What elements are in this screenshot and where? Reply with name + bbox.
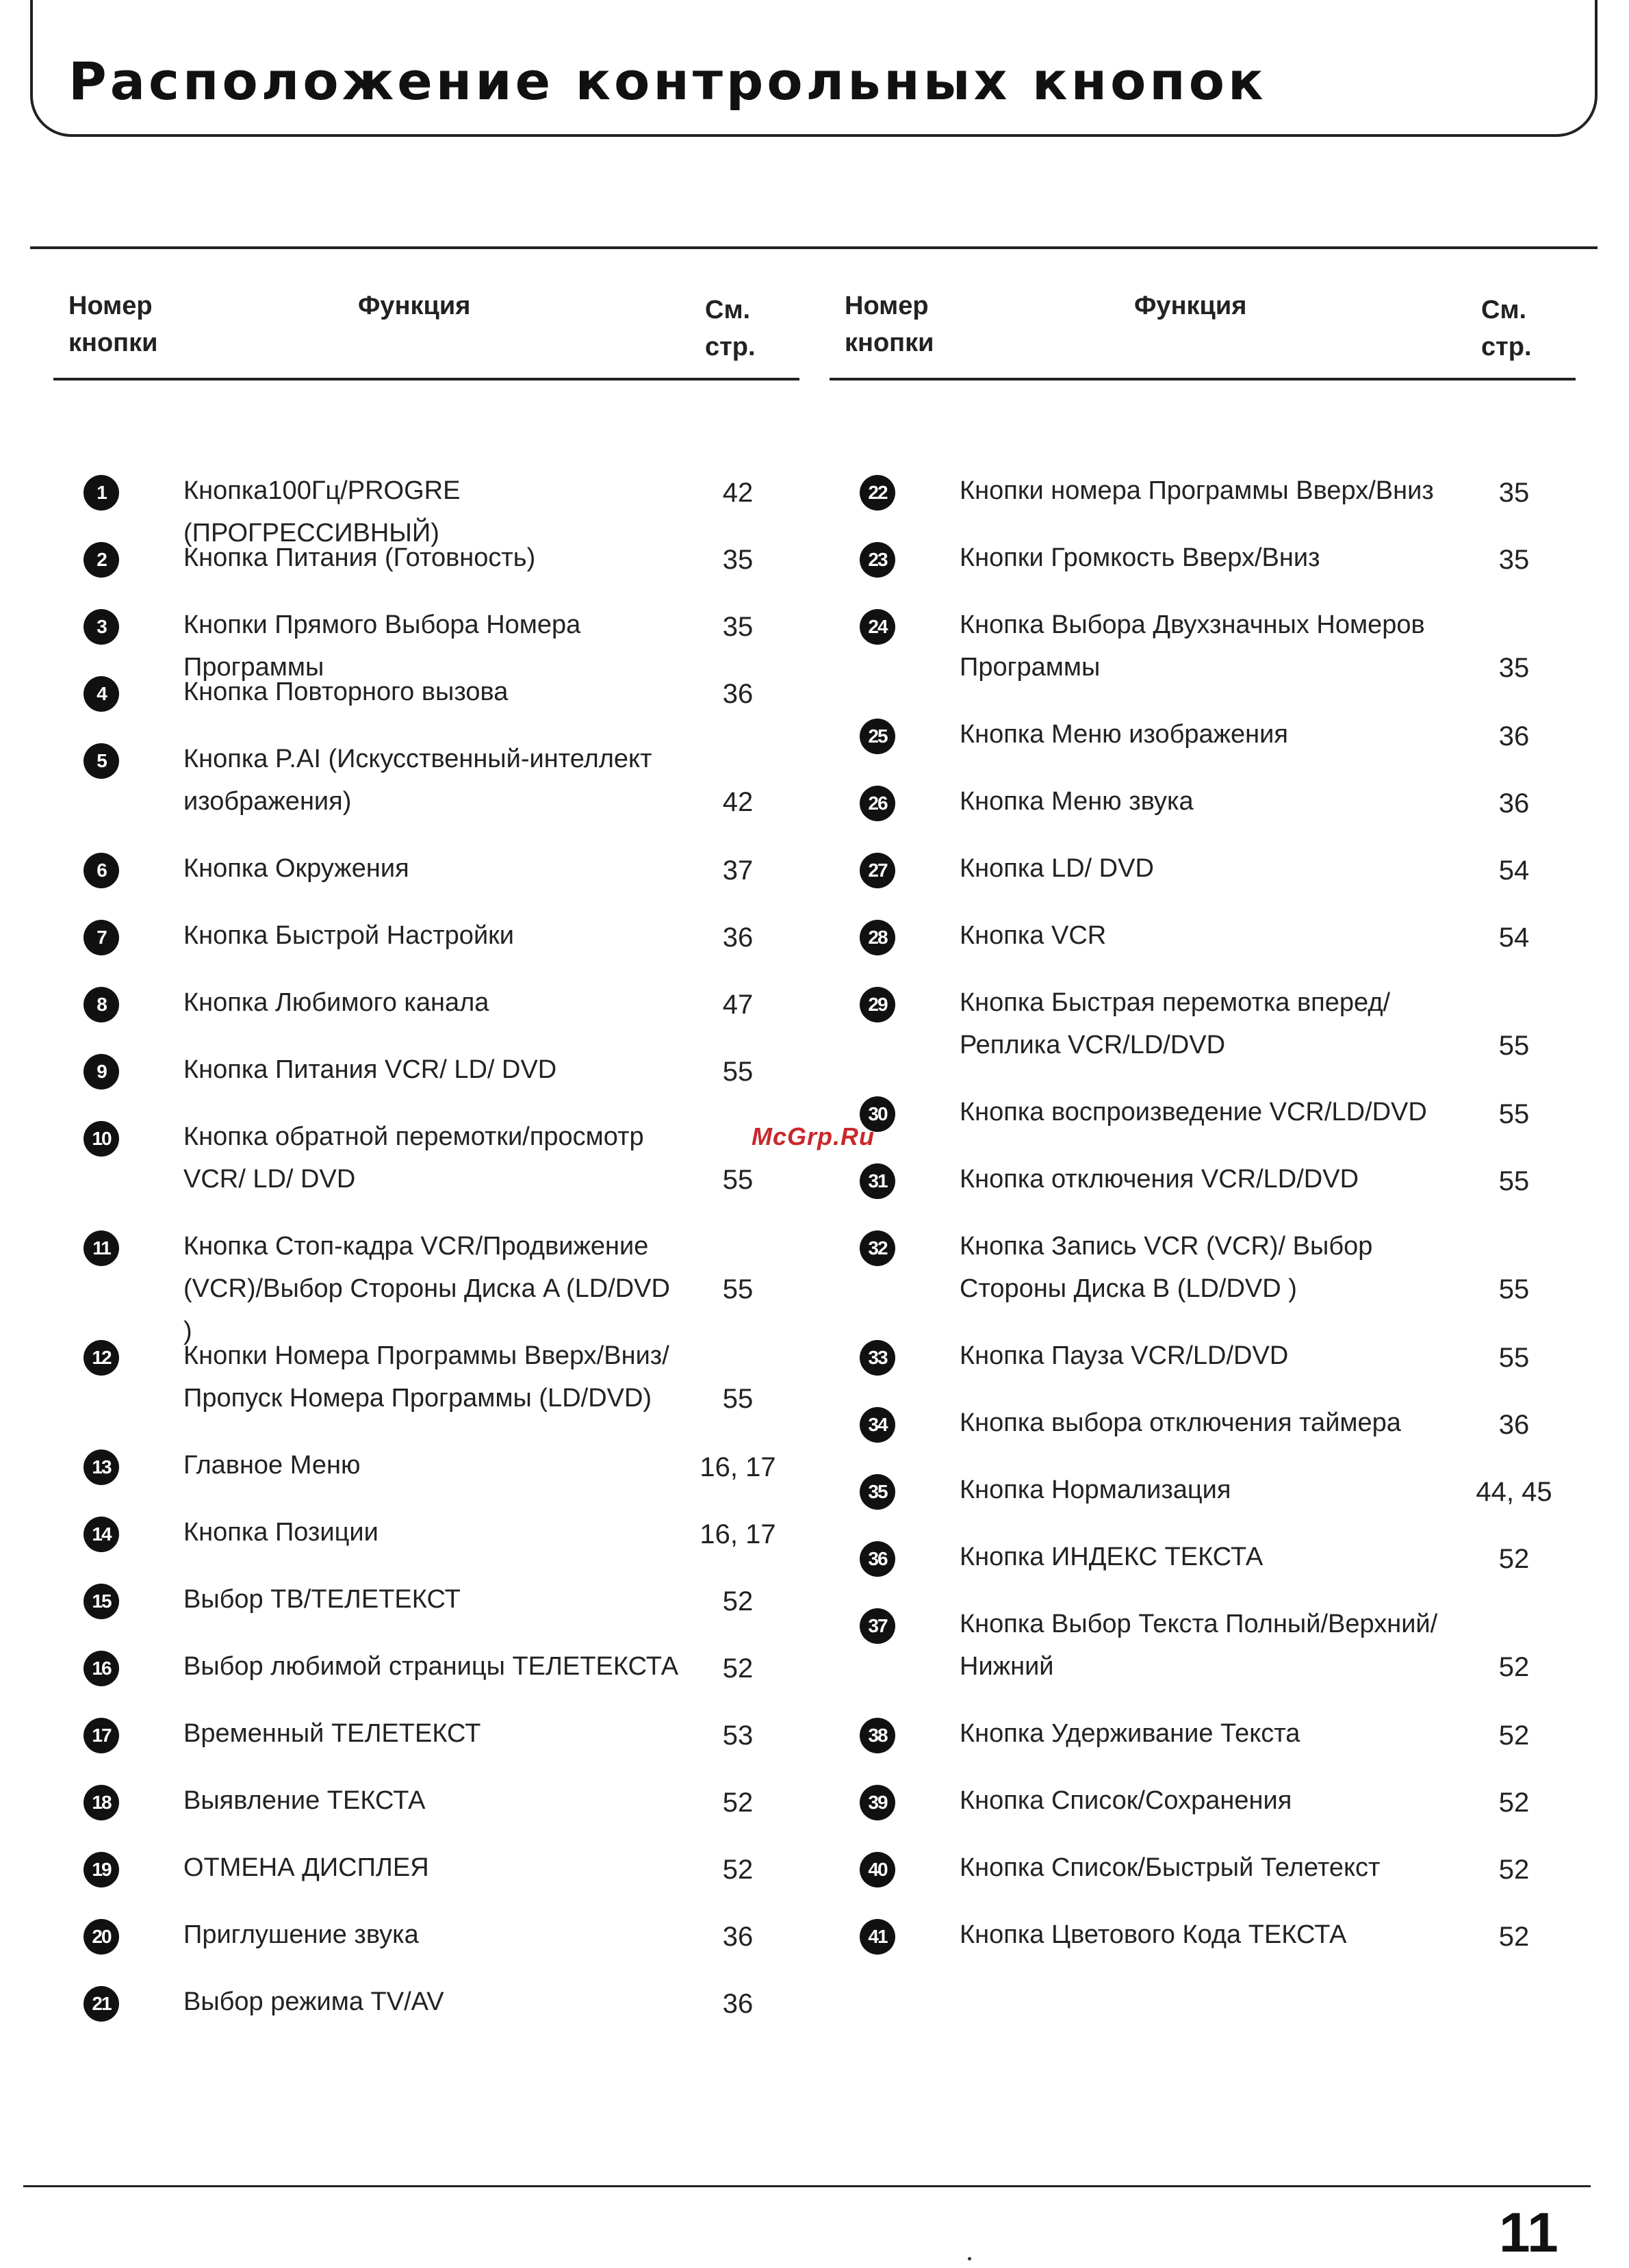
- page-ref: 35: [722, 545, 754, 575]
- button-number-badge: 8: [84, 987, 119, 1022]
- function-text: Главное Меню: [183, 1451, 361, 1480]
- function-text: Кнопка воспроизведение VCR/LD/DVD: [960, 1098, 1427, 1126]
- page-ref: 35: [1498, 478, 1530, 508]
- function-text: Кнопка отключения VCR/LD/DVD: [960, 1165, 1359, 1194]
- button-number-badge: 30: [860, 1096, 895, 1132]
- button-number-badge: 26: [860, 786, 895, 821]
- button-number-badge: 23: [860, 542, 895, 578]
- function-text: Кнопка Удерживание Текста: [960, 1719, 1300, 1748]
- left-table: [53, 274, 799, 2019]
- page-ref: 36: [722, 1989, 754, 2019]
- page-ref: 36: [722, 679, 754, 709]
- page-ref: 52: [722, 1653, 754, 1684]
- button-number-badge: 32: [860, 1230, 895, 1266]
- page-ref: 52: [722, 1586, 754, 1616]
- button-number-badge: 3: [84, 609, 119, 645]
- function-text: Кнопка Позиции: [183, 1518, 379, 1547]
- page-ref: 52: [1498, 1721, 1530, 1751]
- page-ref: 52: [1498, 1544, 1530, 1574]
- button-number-badge: 5: [84, 743, 119, 779]
- function-text: Кнопка Пауза VCR/LD/DVD: [960, 1341, 1289, 1370]
- page-ref: 55: [1498, 1031, 1530, 1061]
- right-table: [830, 274, 1576, 1952]
- function-text: Кнопка Окружения: [183, 854, 409, 883]
- page-ref: 36: [722, 1922, 754, 1952]
- function-text: Кнопки Громкость Вверх/Вниз: [960, 543, 1320, 572]
- page-ref: 55: [722, 1057, 754, 1087]
- top-rule: [30, 246, 1598, 249]
- button-number-badge: 1: [84, 475, 119, 511]
- button-number-badge: 4: [84, 676, 119, 712]
- button-number-badge: 37: [860, 1608, 895, 1644]
- page-ref: 52: [1498, 1922, 1530, 1952]
- page-ref: 55: [722, 1165, 754, 1195]
- button-number-badge: 20: [84, 1919, 119, 1955]
- button-number-badge: 13: [84, 1449, 119, 1485]
- function-text: Кнопка выбора отключения таймера: [960, 1408, 1401, 1437]
- page-title: Расположение контрольных кнопок: [68, 51, 1267, 112]
- button-number-badge: 40: [860, 1852, 895, 1887]
- button-number-badge: 38: [860, 1718, 895, 1753]
- page-ref: 36: [722, 923, 754, 953]
- right-table-header: [830, 274, 1576, 381]
- button-number-badge: 17: [84, 1718, 119, 1753]
- function-text: Кнопка Выбор Текста Полный/Верхний/ Нижний: [960, 1610, 1438, 1681]
- button-number-badge: 27: [860, 853, 895, 888]
- function-text: Выбор ТВ/ТЕЛЕТЕКСТ: [183, 1585, 461, 1614]
- function-text: Кнопка Повторного вызова: [183, 678, 509, 706]
- function-text: Выявление ТЕКСТА: [183, 1786, 426, 1815]
- button-number-badge: 9: [84, 1054, 119, 1090]
- page-ref: 55: [722, 1384, 754, 1414]
- button-number-badge: 2: [84, 542, 119, 578]
- function-text: Кнопки Прямого Выбора Номера Программы: [183, 610, 581, 682]
- function-text: Кнопка LD/ DVD: [960, 854, 1154, 883]
- button-number-badge: 33: [860, 1340, 895, 1376]
- function-text: Выбор режима TV/AV: [183, 1987, 444, 2016]
- page-ref: 53: [722, 1721, 754, 1751]
- function-text: Кнопка Запись VCR (VCR)/ Выбор Стороны Диска B (LD/DVD ): [960, 1232, 1373, 1303]
- page-ref: 55: [722, 1274, 754, 1304]
- page-number: 11: [1499, 2202, 1559, 2264]
- page-ref: 36: [1498, 788, 1530, 819]
- left-table-header: [53, 274, 799, 381]
- function-text: Кнопка Меню изображения: [960, 720, 1288, 749]
- function-text: Кнопка Питания (Готовность): [183, 543, 536, 572]
- button-number-badge: 31: [860, 1163, 895, 1199]
- button-number-badge: 11: [84, 1230, 119, 1266]
- button-number-badge: 41: [860, 1919, 895, 1955]
- page-ref: 42: [722, 478, 754, 508]
- button-number-badge: 10: [84, 1121, 119, 1157]
- button-number-badge: 35: [860, 1474, 895, 1510]
- button-number-badge: 15: [84, 1584, 119, 1619]
- function-text: Кнопка Стоп-кадра VCR/Продвижение (VCR)/Выбор Стороны Диска A (LD/DVD ): [183, 1232, 670, 1345]
- header-function: Функция: [1134, 292, 1247, 320]
- page-ref: 36: [1498, 1410, 1530, 1440]
- button-number-badge: 19: [84, 1852, 119, 1887]
- function-text: ОТМЕНА ДИСПЛЕЯ: [183, 1853, 429, 1882]
- page-ref: 44, 45: [1476, 1477, 1552, 1507]
- page-ref: 55: [1498, 1274, 1530, 1304]
- button-number-badge: 22: [860, 475, 895, 511]
- header-page-ref: См. стр.: [705, 296, 756, 361]
- page-ref: 55: [1498, 1166, 1530, 1196]
- function-text: Кнопка Выбора Двухзначных Номеров Программы: [960, 610, 1425, 682]
- button-number-badge: 16: [84, 1651, 119, 1686]
- function-text: Кнопка100Гц/PROGRE (ПРОГРЕССИВНЫЙ): [183, 476, 461, 547]
- page-ref: 55: [1498, 1343, 1530, 1373]
- page-ref: 52: [1498, 1788, 1530, 1818]
- page-ref: 42: [722, 787, 754, 817]
- function-text: Кнопки номера Программы Вверх/Вниз: [960, 476, 1434, 505]
- page-ref: 37: [722, 855, 754, 886]
- function-text: Кнопка Список/Быстрый Телетекст: [960, 1853, 1381, 1882]
- button-number-badge: 34: [860, 1407, 895, 1443]
- button-number-badge: 39: [860, 1785, 895, 1820]
- button-number-badge: 14: [84, 1517, 119, 1552]
- page-ref: 52: [1498, 1652, 1530, 1682]
- page-ref: 54: [1498, 923, 1530, 953]
- function-text: Кнопка Список/Сохранения: [960, 1786, 1292, 1815]
- button-number-badge: 25: [860, 719, 895, 754]
- bottom-rule: [23, 2185, 1591, 2187]
- function-text: Временный ТЕЛЕТЕКСТ: [183, 1719, 481, 1748]
- watermark: McGrp.Ru: [752, 1122, 875, 1150]
- button-number-badge: 18: [84, 1785, 119, 1820]
- button-number-badge: 24: [860, 609, 895, 645]
- function-text: Кнопка Цветового Кода ТЕКСТА: [960, 1920, 1347, 1949]
- function-text: Кнопка Быстрая перемотка вперед/ Реплика VCR/LD/DVD: [960, 988, 1391, 1059]
- page-ref: 55: [1498, 1099, 1530, 1129]
- page-ref: 52: [1498, 1855, 1530, 1885]
- function-text: Кнопка Меню звука: [960, 787, 1194, 816]
- page-ref: 35: [722, 612, 754, 642]
- button-number-badge: 36: [860, 1541, 895, 1577]
- page-ref: 52: [722, 1788, 754, 1818]
- header-button-number: Номер кнопки: [68, 292, 158, 357]
- header-function: Функция: [358, 292, 471, 320]
- header-page-ref: См. стр.: [1481, 296, 1532, 361]
- function-text: Выбор любимой страницы ТЕЛЕТЕКСТА: [183, 1652, 679, 1681]
- button-number-badge: 12: [84, 1340, 119, 1376]
- function-text: Кнопка обратной перемотки/просмотр VCR/ LD/ DVD: [183, 1122, 644, 1194]
- page-ref: 35: [1498, 545, 1530, 575]
- function-text: Кнопка VCR: [960, 921, 1107, 950]
- button-number-badge: 6: [84, 853, 119, 888]
- function-text: Кнопка P.AI (Искусственный-интеллект изображения): [183, 745, 652, 816]
- page-ref: 35: [1498, 653, 1530, 683]
- function-text: Кнопки Номера Программы Вверх/Вниз/ Пропуск Номера Программы (LD/DVD): [183, 1341, 669, 1413]
- function-text: Кнопка Питания VCR/ LD/ DVD: [183, 1055, 557, 1084]
- function-text: Кнопка Любимого канала: [183, 988, 489, 1017]
- function-text: Кнопка Быстрой Настройки: [183, 921, 515, 950]
- button-number-badge: 28: [860, 920, 895, 955]
- page-ref: 52: [722, 1855, 754, 1885]
- page-ref: 47: [722, 990, 754, 1020]
- function-text: Кнопка Нормализация: [960, 1476, 1231, 1504]
- speck: [968, 2257, 971, 2260]
- button-number-badge: 29: [860, 987, 895, 1022]
- page-ref: 16, 17: [700, 1452, 776, 1482]
- page-ref: 36: [1498, 721, 1530, 751]
- function-text: Кнопка ИНДЕКС ТЕКСТА: [960, 1543, 1264, 1571]
- function-text: Приглушение звука: [183, 1920, 419, 1949]
- button-number-badge: 21: [84, 1986, 119, 2022]
- page-ref: 16, 17: [700, 1519, 776, 1549]
- page-ref: 54: [1498, 855, 1530, 886]
- button-number-badge: 7: [84, 920, 119, 955]
- header-button-number: Номер кнопки: [845, 292, 934, 357]
